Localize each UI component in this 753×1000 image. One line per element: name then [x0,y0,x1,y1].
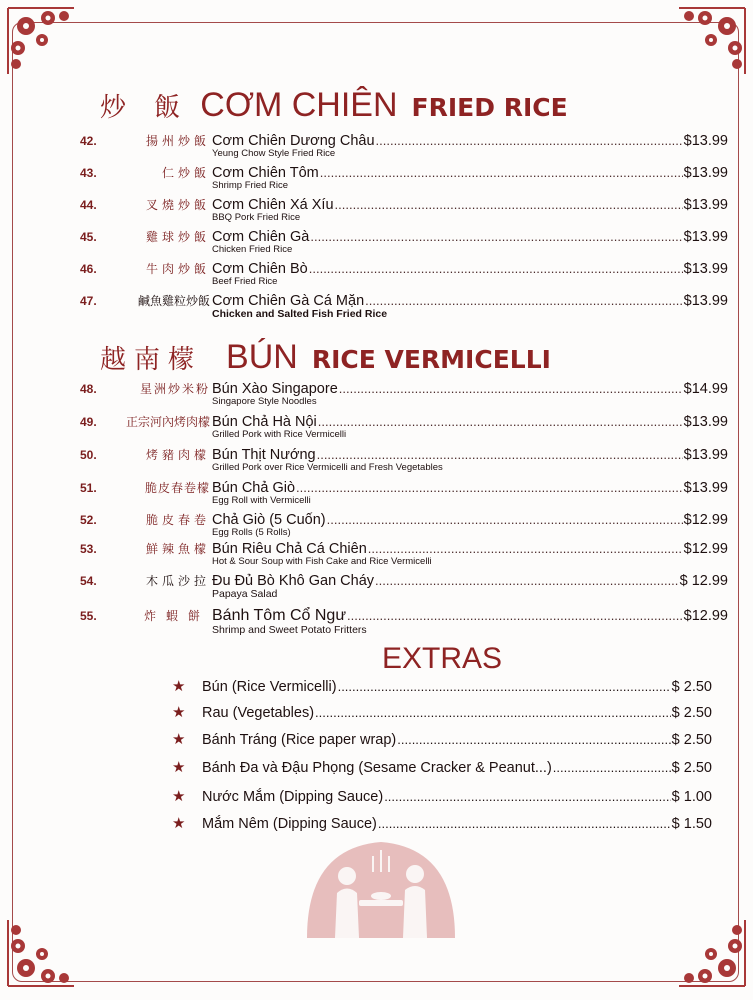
extra-item [172,730,712,748]
item-name-english: Grilled Pork over Rice Vermicelli and Fresh Vegetables [212,462,443,473]
dot-leader [347,608,683,623]
dining-scene-illustration [297,838,465,938]
menu-item [80,479,728,506]
item-name-chinese: 揚州炒飯 [145,134,210,148]
item-name-chinese: 正宗河內烤肉檬 [125,415,210,429]
section-title-chinese: 炒 飯 [100,93,191,123]
item-name-english: Grilled Pork with Rice Vermicelli [212,429,347,440]
item-number: 53. [80,542,97,556]
dot-leader [338,679,671,694]
item-price: $12.99 [683,541,728,557]
item-number: 47. [80,294,97,308]
item-name-english: Hot & Sour Soup with Fish Cake and Rice Vermicelli [212,556,432,567]
menu-item [80,413,728,440]
item-name-chinese: 鹹魚雞粒炒飯 [137,294,210,308]
item-number: 51. [80,481,97,495]
item-name-english: BBQ Pork Fried Rice [212,212,301,223]
item-number: 45. [80,230,97,244]
dot-leader [365,293,682,308]
floral-corner-ornament [669,910,749,990]
item-name-chinese: 叉燒炒飯 [145,198,210,212]
item-name-english: Chicken and Salted Fish Fried Rice [212,308,388,320]
dot-leader [296,480,683,495]
star-icon: ★ [172,759,186,776]
item-name-english: Yeung Chow Style Fried Rice [212,148,336,159]
item-name-vietnamese: Cơm Chiên Gà [212,229,310,245]
dot-leader [375,573,679,588]
item-name-chinese: 仁炒飯 [161,166,210,180]
extra-name: Nước Mắm (Dipping Sauce) [202,789,384,805]
dot-leader [335,197,683,212]
item-price: $14.99 [683,381,728,397]
item-name-vietnamese: Cơm Chiên Bò [212,261,308,277]
section-title-english: FRIED RICE [411,93,568,122]
item-name-chinese: 炸蝦餅 [143,609,210,623]
item-name-chinese: 脆皮春卷檬 [144,481,210,495]
extra-item [172,703,712,721]
star-icon: ★ [172,815,186,832]
extra-price: $ 2.50 [671,705,712,721]
item-name-vietnamese: Bún Thịt Nướng [212,447,316,463]
item-number: 55. [80,609,97,623]
item-name-english: Egg Rolls (5 Rolls) [212,527,291,538]
item-name-chinese: 雞球炒飯 [145,230,210,244]
extra-item [172,787,712,805]
item-price: $13.99 [683,480,728,496]
section-title-english: RICE VERMICELLI [311,345,551,374]
menu-item [80,511,728,538]
item-name-chinese: 星洲炒米粉 [139,382,210,396]
dot-leader [318,414,683,429]
dot-leader [397,732,670,747]
menu-item [80,228,728,255]
extra-price: $ 2.50 [671,679,712,695]
item-name-vietnamese: Bún Chả Giò [212,480,296,496]
item-name-english: Egg Roll with Vermicelli [212,495,311,506]
dot-leader [384,789,670,804]
extra-name: Bún (Rice Vermicelli) [202,679,337,695]
item-number: 52. [80,513,97,527]
item-price: $13.99 [683,447,728,463]
extra-price: $ 2.50 [671,732,712,748]
extra-item [172,814,712,832]
item-name-chinese: 鮮辣魚檬 [145,542,210,556]
dot-leader [315,705,671,720]
dot-leader [368,541,683,556]
dot-leader [309,261,683,276]
section-title-vietnamese: CƠM CHIÊN [200,86,398,124]
section-header-fried-rice [100,86,568,125]
item-name-english: Chicken Fried Rice [212,244,293,255]
extra-name: Bánh Tráng (Rice paper wrap) [202,732,397,748]
dot-leader [327,512,683,527]
item-price: $13.99 [683,197,728,213]
menu-item [80,132,728,159]
menu-item [80,292,728,319]
dot-leader [339,381,683,396]
item-name-chinese: 牛肉炒飯 [145,262,210,276]
item-number: 54. [80,574,97,588]
item-price: $13.99 [683,261,728,277]
item-price: $12.99 [683,608,728,624]
section-header-rice-vermicelli [100,338,551,377]
menu-item [80,540,728,567]
item-name-vietnamese: Bún Xào Singapore [212,381,338,397]
extra-item [172,758,712,776]
dot-leader [310,229,682,244]
item-name-vietnamese: Cơm Chiên Xá Xíu [212,197,334,213]
extra-item [172,677,712,695]
extra-price: $ 1.50 [671,816,712,832]
item-price: $12.99 [683,512,728,528]
extras-title: EXTRAS [382,642,503,675]
item-name-vietnamese: Bánh Tôm Cổ Ngư [212,607,347,624]
item-number: 46. [80,262,97,276]
menu-item [80,607,728,635]
dot-leader [553,760,671,775]
item-name-english: Beef Fried Rice [212,276,278,287]
item-name-vietnamese: Đu Đủ Bò Khô Gan Cháy [212,573,375,589]
item-price: $ 12.99 [679,573,728,589]
item-name-vietnamese: Chả Giò (5 Cuốn) [212,512,326,528]
item-name-vietnamese: Bún Chả Hà Nội [212,414,317,430]
item-number: 42. [80,134,97,148]
item-name-chinese: 木瓜沙拉 [145,574,210,588]
item-number: 50. [80,448,97,462]
extra-price: $ 1.00 [671,789,712,805]
dot-leader [378,816,671,831]
item-price: $13.99 [683,229,728,245]
item-name-vietnamese: Cơm Chiên Dương Châu [212,133,375,149]
extra-name: Bánh Đa và Đậu Phọng (Sesame Cracker & Peanut...) [202,760,552,776]
dot-leader [320,165,683,180]
item-price: $13.99 [683,293,728,309]
item-name-english: Papaya Salad [212,588,278,600]
section-title-vietnamese: BÚN [226,338,298,376]
extra-name: Mắm Nêm (Dipping Sauce) [202,816,377,832]
item-number: 49. [80,415,97,429]
dot-leader [317,447,683,462]
extra-name: Rau (Vegetables) [202,705,315,721]
star-icon: ★ [172,704,186,721]
menu-item [80,164,728,191]
item-name-vietnamese: Bún Riêu Chả Cá Chiên [212,541,367,557]
item-name-chinese: 脆皮春卷 [145,513,210,527]
menu-item [80,446,728,473]
item-number: 44. [80,198,97,212]
menu-item [80,260,728,287]
section-title-chinese: 越南檬 [100,345,203,375]
item-name-english: Singapore Style Noodles [212,396,317,407]
menu-item [80,380,728,407]
item-name-chinese: 烤豬肉檬 [145,448,210,462]
item-name-vietnamese: Cơm Chiên Gà Cá Mặn [212,293,365,309]
floral-corner-ornament [4,4,84,84]
item-number: 43. [80,166,97,180]
item-price: $13.99 [683,133,728,149]
item-price: $13.99 [683,414,728,430]
item-number: 48. [80,382,97,396]
dot-leader [376,133,683,148]
menu-item [80,196,728,223]
floral-corner-ornament [669,4,749,84]
item-name-english: Shrimp and Sweet Potato Fritters [212,624,367,636]
item-name-vietnamese: Cơm Chiên Tôm [212,165,319,181]
extra-price: $ 2.50 [671,760,712,776]
floral-corner-ornament [4,910,84,990]
item-price: $13.99 [683,165,728,181]
star-icon: ★ [172,731,186,748]
star-icon: ★ [172,678,186,695]
item-name-english: Shrimp Fried Rice [212,180,289,191]
menu-item [80,572,728,599]
star-icon: ★ [172,788,186,805]
